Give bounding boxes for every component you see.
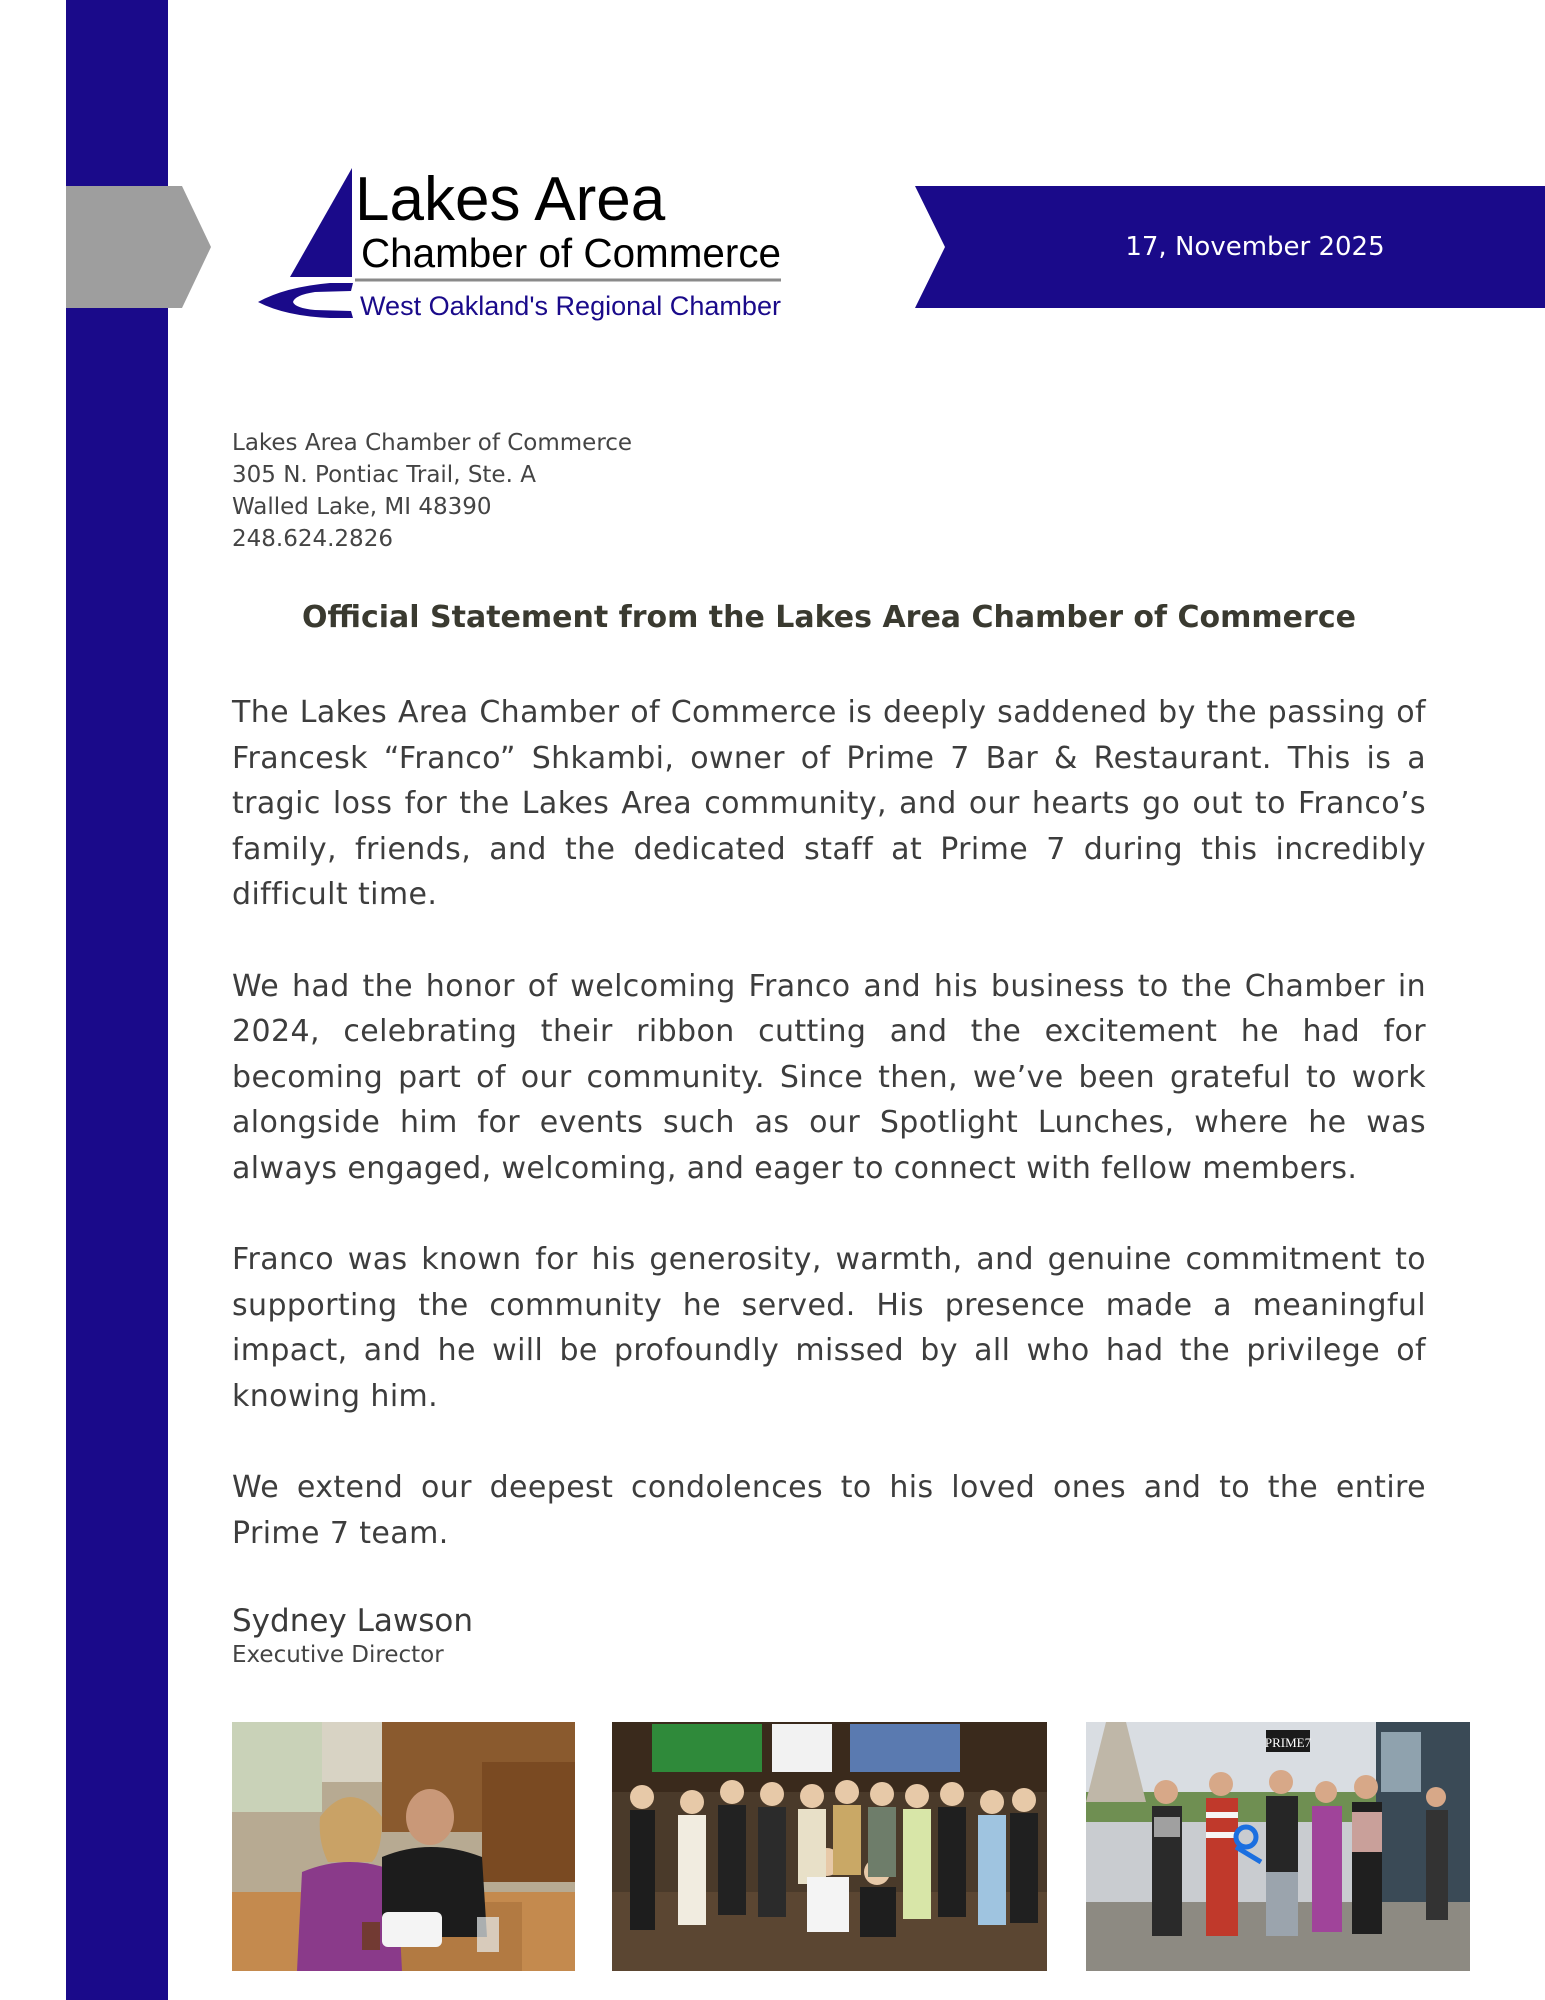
- paragraph-1: The Lakes Area Chamber of Commerce is deeply saddened by the passing of Francesk “Franco” Shkambi, owner of Prime 7 Bar & Restaurant. This is a tragic loss for the Lakes Area community, and our hearts go out to Franco’s family, friends, and the dedicated staff at Prime 7 during this incredibly difficult time.: [232, 695, 1426, 912]
- paragraph-4: We extend our deepest condolences to his loved ones and to the entire Prime 7 team.: [232, 1470, 1426, 1551]
- address-block: [232, 427, 632, 555]
- address-city: Walled Lake, MI 48390: [232, 494, 492, 520]
- address-org: Lakes Area Chamber of Commerce: [232, 430, 633, 456]
- paragraph-2: We had the honor of welcoming Franco and his business to the Chamber in 2024, celebrating their ribbon cutting and the excitement he had for becoming part of our community. Since then, we’ve been grateful to work alongside him for events such as our Spotlight Lunches, where he was always engaged, welcoming, and eager to connect with fellow members.: [232, 968, 1426, 1186]
- paragraph-3: Franco was known for his generosity, warmth, and genuine commitment to supporting the community he served. His presence made a meaningful impact, and he will be profoundly missed by all who had the privilege of knowing him.: [232, 1242, 1426, 1414]
- chamber-logo: [255, 165, 785, 325]
- logo-line2: Chamber of Commerce: [361, 230, 781, 276]
- logo-line1: Lakes Area: [355, 165, 666, 234]
- signature-title: Executive Director: [232, 1642, 444, 1668]
- logo-tagline: West Oakland's Regional Chamber: [360, 291, 782, 321]
- prime7-sign: PRIME7: [1264, 1735, 1312, 1750]
- letter-date: 17, November 2025: [1125, 232, 1385, 262]
- photo-ribbon-cutting: [1086, 1722, 1470, 1971]
- photo-restaurant-couple: [232, 1722, 575, 1971]
- address-phone: 248.624.2826: [232, 526, 393, 552]
- address-street: 305 N. Pontiac Trail, Ste. A: [232, 462, 536, 488]
- signature-name: Sydney Lawson: [232, 1603, 474, 1639]
- gray-arrow-tab: [66, 186, 211, 308]
- statement-body: [232, 690, 1426, 1602]
- statement-headline: Official Statement from the Lakes Area Chamber of Commerce: [302, 600, 1356, 635]
- sail-icon: [290, 168, 352, 277]
- photo-group-bar: [612, 1722, 1047, 1971]
